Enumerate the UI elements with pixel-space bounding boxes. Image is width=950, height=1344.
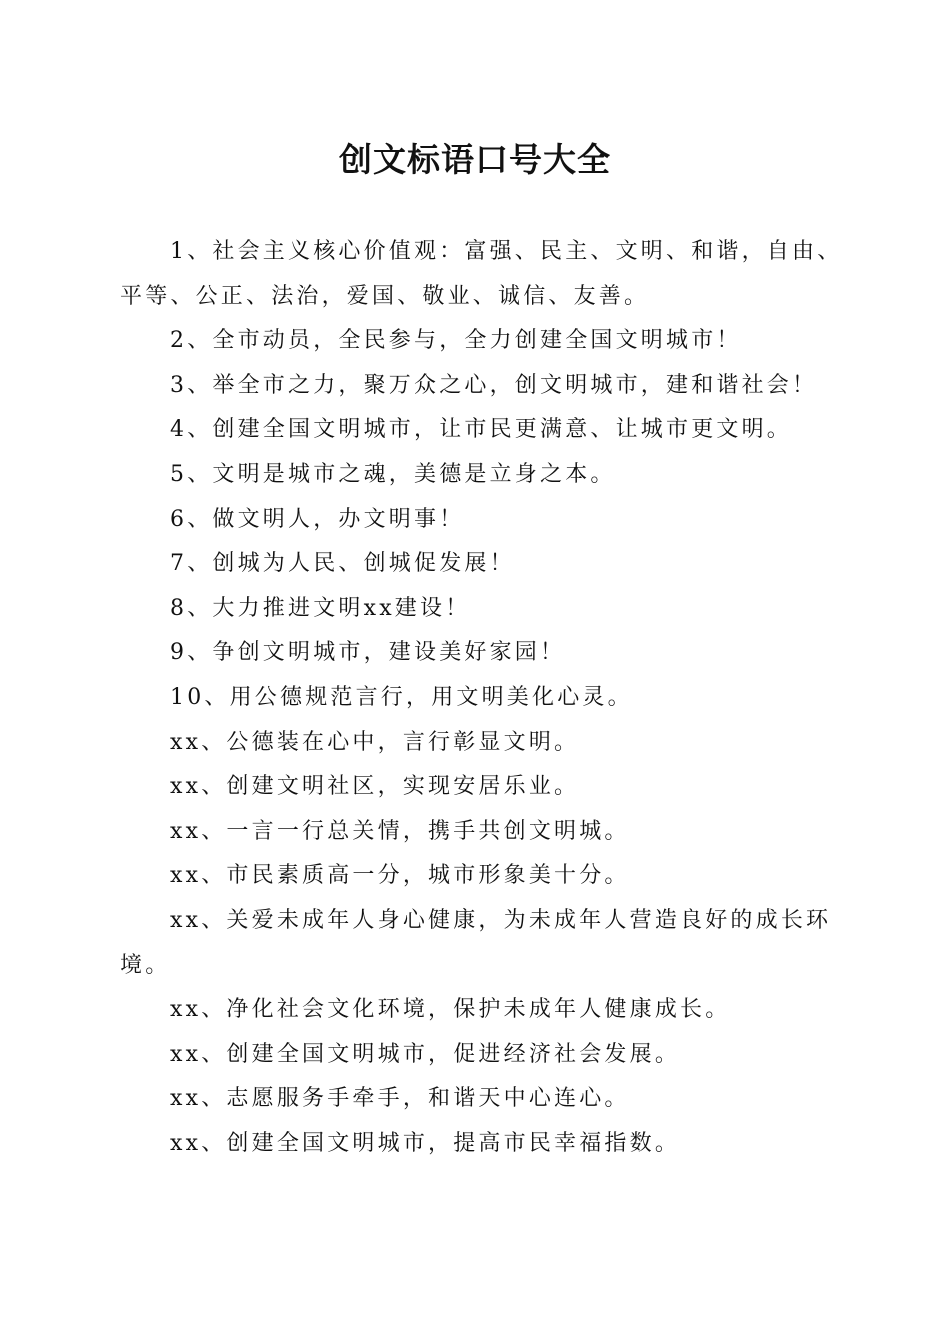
slogan-item: xx、净化社会文化环境，保护未成年人健康成长。 xyxy=(170,997,731,1023)
slogan-item: xx、志愿服务手牵手，和谐天中心连心。 xyxy=(170,1086,630,1112)
slogan-item: 4、创建全国文明城市，让市民更满意、让城市更文明。 xyxy=(170,417,792,443)
slogan-item: xx、创建全国文明城市，促进经济社会发展。 xyxy=(170,1041,681,1067)
slogan-item: xx、一言一行总关情，携手共创文明城。 xyxy=(170,818,630,844)
slogan-item: 3、举全市之力，聚万众之心，创文明城市，建和谐社会！ xyxy=(170,372,818,398)
slogan-item: xx、关爱未成年人身心健康，为未成年人营造良好的成长环境。 xyxy=(120,907,832,978)
slogan-item: xx、市民素质高一分，城市形象美十分。 xyxy=(170,863,630,889)
slogan-item: 7、创城为人民、创城促发展！ xyxy=(170,551,515,577)
slogan-item: 5、文明是城市之魂，美德是立身之本。 xyxy=(170,461,616,487)
slogan-item: 2、全市动员，全民参与，全力创建全国文明城市！ xyxy=(170,328,742,354)
slogan-item: 6、做文明人，办文明事！ xyxy=(170,506,465,532)
slogan-item: xx、公德装在心中，言行彰显文明。 xyxy=(170,729,580,755)
slogan-item: xx、创建文明社区，实现安居乐业。 xyxy=(170,774,580,800)
slogan-item: xx、创建全国文明城市，提高市民幸福指数。 xyxy=(170,1130,681,1156)
slogan-item: 10、用公德规范言行，用文明美化心灵。 xyxy=(170,684,633,710)
page-title: 创文标语口号大全 xyxy=(339,140,611,179)
slogan-item: 1、社会主义核心价值观：富强、民主、文明、和谐，自由、平等、公正、法治，爱国、敬业、诚信、友善。 xyxy=(120,239,843,309)
slogan-item: 8、大力推进文明xx建设！ xyxy=(170,595,471,621)
slogan-list xyxy=(120,230,846,1166)
slogan-item: 9、争创文明城市，建设美好家园！ xyxy=(170,640,566,666)
